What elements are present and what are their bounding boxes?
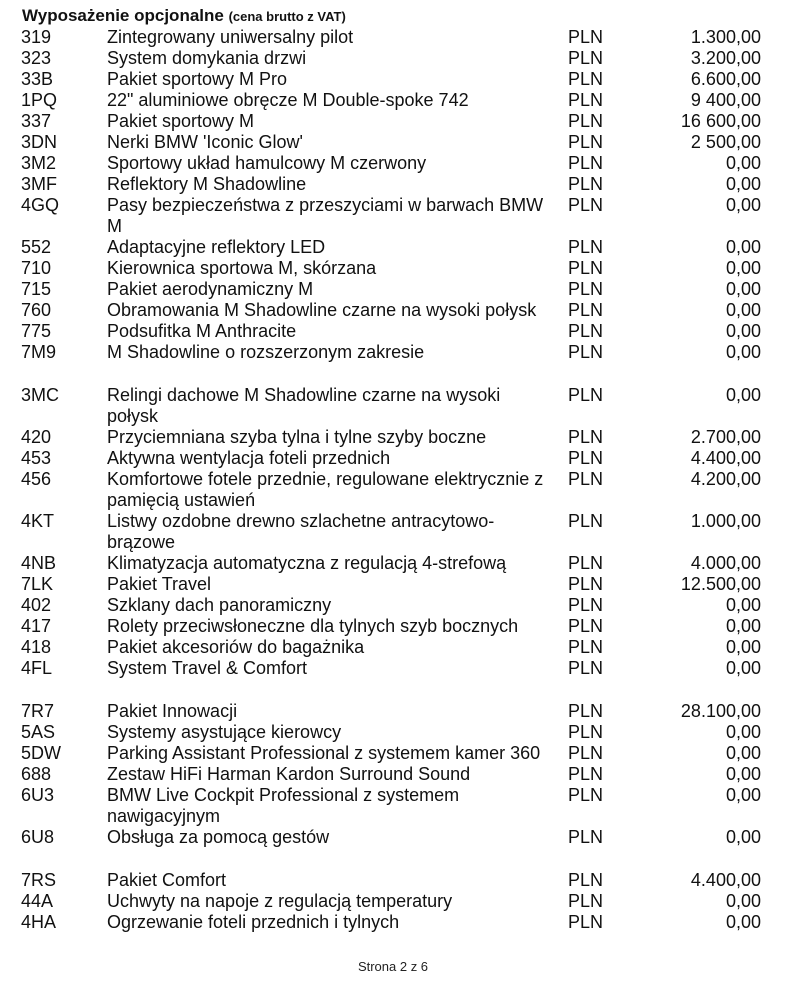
option-name: Reflektory M Shadowline: [107, 174, 307, 194]
option-code: 688: [21, 764, 52, 784]
option-name: Pasy bezpieczeństwa z przeszyciami w barwach BMW M: [107, 195, 544, 236]
option-name: Rolety przeciwsłoneczne dla tylnych szyb bocznych: [107, 616, 519, 636]
option-row: [0, 427, 786, 448]
option-row: [0, 764, 786, 785]
option-row: [0, 174, 786, 195]
option-currency: PLN: [568, 701, 604, 721]
option-row: [0, 195, 786, 237]
option-code: 418: [21, 637, 52, 657]
option-code: 5AS: [21, 722, 56, 742]
option-row: [0, 595, 786, 616]
option-name: Zestaw HiFi Harman Kardon Surround Sound: [107, 764, 471, 784]
option-price: 2.700,00: [690, 427, 761, 447]
option-name: Komfortowe fotele przednie, regulowane elektrycznie z pamięcią ustawień: [107, 469, 544, 510]
option-name: Klimatyzacja automatyczna z regulacją 4-strefową: [107, 553, 507, 573]
option-code: 7RS: [21, 870, 57, 890]
option-price: 4.400,00: [690, 448, 761, 468]
option-name: Pakiet Innowacji: [107, 701, 238, 721]
option-price: 1.000,00: [690, 511, 761, 531]
section-subtitle: (cena brutto z VAT): [228, 9, 346, 24]
option-currency: PLN: [568, 48, 604, 68]
option-name: M Shadowline o rozszerzonym zakresie: [107, 342, 425, 362]
option-row: [0, 785, 786, 827]
option-name: Parking Assistant Professional z systemem kamer 360: [107, 743, 541, 763]
option-price: 0,00: [725, 743, 761, 763]
section-heading: [22, 6, 346, 26]
option-currency: PLN: [568, 69, 604, 89]
option-code: 4FL: [21, 658, 53, 678]
option-currency: PLN: [568, 743, 604, 763]
option-code: 417: [21, 616, 52, 636]
option-code: 4NB: [21, 553, 57, 573]
option-currency: PLN: [568, 616, 604, 636]
option-row: [0, 616, 786, 637]
option-name: Pakiet sportowy M: [107, 111, 255, 131]
option-row: [0, 469, 786, 511]
option-price: 0,00: [725, 385, 761, 405]
option-row: [0, 258, 786, 279]
option-currency: PLN: [568, 511, 604, 531]
option-price: 0,00: [725, 279, 761, 299]
option-name: Podsufitka M Anthracite: [107, 321, 297, 341]
option-currency: PLN: [568, 132, 604, 152]
option-code: 3M2: [21, 153, 57, 173]
option-price: 3.200,00: [690, 48, 761, 68]
option-price: 4.000,00: [690, 553, 761, 573]
option-currency: PLN: [568, 279, 604, 299]
option-price: 0,00: [725, 722, 761, 742]
option-price: 9 400,00: [690, 90, 761, 110]
option-currency: PLN: [568, 300, 604, 320]
option-row: [0, 448, 786, 469]
option-row: [0, 891, 786, 912]
option-price: 0,00: [725, 637, 761, 657]
option-price: 0,00: [725, 658, 761, 678]
option-currency: PLN: [568, 891, 604, 911]
option-name: Uchwyty na napoje z regulacją temperatury: [107, 891, 453, 911]
option-currency: PLN: [568, 722, 604, 742]
option-row: [0, 637, 786, 658]
option-name: Obramowania M Shadowline czarne na wysoki połysk: [107, 300, 537, 320]
options-list: [0, 27, 786, 933]
option-price: 2 500,00: [690, 132, 761, 152]
option-row: [0, 153, 786, 174]
option-price: 0,00: [725, 237, 761, 257]
option-currency: PLN: [568, 385, 604, 405]
option-code: 4GQ: [21, 195, 60, 215]
option-currency: PLN: [568, 427, 604, 447]
option-name: Listwy ozdobne drewno szlachetne antracytowo-brązowe: [107, 511, 495, 552]
option-name: Relingi dachowe M Shadowline czarne na wysoki połysk: [107, 385, 501, 426]
option-price: 4.200,00: [690, 469, 761, 489]
option-price: 0,00: [725, 258, 761, 278]
option-code: 552: [21, 237, 52, 257]
option-currency: PLN: [568, 448, 604, 468]
option-name: Pakiet sportowy M Pro: [107, 69, 288, 89]
option-code: 775: [21, 321, 52, 341]
option-row: [0, 385, 786, 427]
option-currency: PLN: [568, 237, 604, 257]
option-row: [0, 912, 786, 933]
option-name: Pakiet aerodynamiczny M: [107, 279, 314, 299]
option-currency: PLN: [568, 912, 604, 932]
option-code: 710: [21, 258, 52, 278]
option-currency: PLN: [568, 637, 604, 657]
option-price: 12.500,00: [680, 574, 761, 594]
option-code: 453: [21, 448, 52, 468]
option-code: 337: [21, 111, 52, 131]
option-price: 1.300,00: [690, 27, 761, 47]
option-code: 760: [21, 300, 52, 320]
option-currency: PLN: [568, 195, 604, 215]
option-row: [0, 48, 786, 69]
option-price: 0,00: [725, 891, 761, 911]
option-price: 0,00: [725, 342, 761, 362]
option-currency: PLN: [568, 153, 604, 173]
option-currency: PLN: [568, 764, 604, 784]
option-price: 0,00: [725, 827, 761, 847]
option-price: 0,00: [725, 595, 761, 615]
option-code: 3DN: [21, 132, 58, 152]
option-name: Kierownica sportowa M, skórzana: [107, 258, 377, 278]
option-currency: PLN: [568, 342, 604, 362]
option-price: 0,00: [725, 912, 761, 932]
option-currency: PLN: [568, 553, 604, 573]
option-row: [0, 132, 786, 153]
option-name: Adaptacyjne reflektory LED: [107, 237, 326, 257]
option-code: 3MC: [21, 385, 60, 405]
option-code: 7R7: [21, 701, 55, 721]
option-name: Pakiet Travel: [107, 574, 212, 594]
option-row: [0, 701, 786, 722]
option-name: Szklany dach panoramiczny: [107, 595, 332, 615]
option-name: Aktywna wentylacja foteli przednich: [107, 448, 391, 468]
option-code: 4KT: [21, 511, 55, 531]
option-row: [0, 300, 786, 321]
option-name: Sportowy układ hamulcowy M czerwony: [107, 153, 427, 173]
option-code: 7M9: [21, 342, 57, 362]
option-code: 33B: [21, 69, 54, 89]
option-name: System domykania drzwi: [107, 48, 307, 68]
option-row: [0, 574, 786, 595]
option-code: 6U3: [21, 785, 55, 805]
option-price: 0,00: [725, 195, 761, 215]
page-number: Strona 2 z 6: [357, 959, 429, 974]
option-price: 16 600,00: [680, 111, 761, 131]
option-row: [0, 111, 786, 132]
option-price: 0,00: [725, 764, 761, 784]
option-code: 3MF: [21, 174, 57, 194]
option-name: Przyciemniana szyba tylna i tylne szyby boczne: [107, 427, 487, 447]
section-title: Wyposażenie opcjonalne: [22, 6, 224, 25]
option-code: 715: [21, 279, 52, 299]
option-row: [0, 722, 786, 743]
option-currency: PLN: [568, 574, 604, 594]
option-price: 4.400,00: [690, 870, 761, 890]
option-name: Zintegrowany uniwersalny pilot: [107, 27, 354, 47]
option-code: 6U8: [21, 827, 55, 847]
option-name: 22" aluminiowe obręcze M Double-spoke 742: [107, 90, 469, 110]
option-row: [0, 321, 786, 342]
option-currency: PLN: [568, 469, 604, 489]
option-row: [0, 342, 786, 363]
option-code: 44A: [21, 891, 54, 911]
option-price: 28.100,00: [680, 701, 761, 721]
option-code: 456: [21, 469, 52, 489]
option-currency: PLN: [568, 90, 604, 110]
option-code: 1PQ: [21, 90, 58, 110]
option-currency: PLN: [568, 174, 604, 194]
option-price: 0,00: [725, 300, 761, 320]
option-code: 4HA: [21, 912, 57, 932]
option-row: [0, 553, 786, 574]
option-currency: PLN: [568, 658, 604, 678]
option-code: 420: [21, 427, 52, 447]
option-name: Obsługa za pomocą gestów: [107, 827, 330, 847]
option-price: 6.600,00: [690, 69, 761, 89]
option-name: Ogrzewanie foteli przednich i tylnych: [107, 912, 400, 932]
option-currency: PLN: [568, 785, 604, 805]
option-price: 0,00: [725, 616, 761, 636]
option-name: Pakiet Comfort: [107, 870, 227, 890]
option-currency: PLN: [568, 258, 604, 278]
option-row: [0, 90, 786, 111]
option-price: 0,00: [725, 153, 761, 173]
option-row: [0, 870, 786, 891]
option-currency: PLN: [568, 870, 604, 890]
option-name: BMW Live Cockpit Professional z systemem nawigacyjnym: [107, 785, 460, 826]
option-name: Pakiet akcesoriów do bagażnika: [107, 637, 365, 657]
option-code: 323: [21, 48, 52, 68]
option-currency: PLN: [568, 27, 604, 47]
option-price: 0,00: [725, 174, 761, 194]
option-name: Nerki BMW 'Iconic Glow': [107, 132, 303, 152]
option-row: [0, 658, 786, 679]
option-price: 0,00: [725, 785, 761, 805]
option-row: [0, 279, 786, 300]
option-currency: PLN: [568, 321, 604, 341]
option-currency: PLN: [568, 595, 604, 615]
option-row: [0, 511, 786, 553]
option-code: 402: [21, 595, 52, 615]
option-currency: PLN: [568, 111, 604, 131]
option-currency: PLN: [568, 827, 604, 847]
option-name: System Travel & Comfort: [107, 658, 308, 678]
option-code: 5DW: [21, 743, 61, 763]
option-row: [0, 237, 786, 258]
option-row: [0, 27, 786, 48]
option-code: 7LK: [21, 574, 54, 594]
option-price: 0,00: [725, 321, 761, 341]
option-row: [0, 827, 786, 848]
option-name: Systemy asystujące kierowcy: [107, 722, 342, 742]
option-code: 319: [21, 27, 52, 47]
option-row: [0, 69, 786, 90]
option-row: [0, 743, 786, 764]
